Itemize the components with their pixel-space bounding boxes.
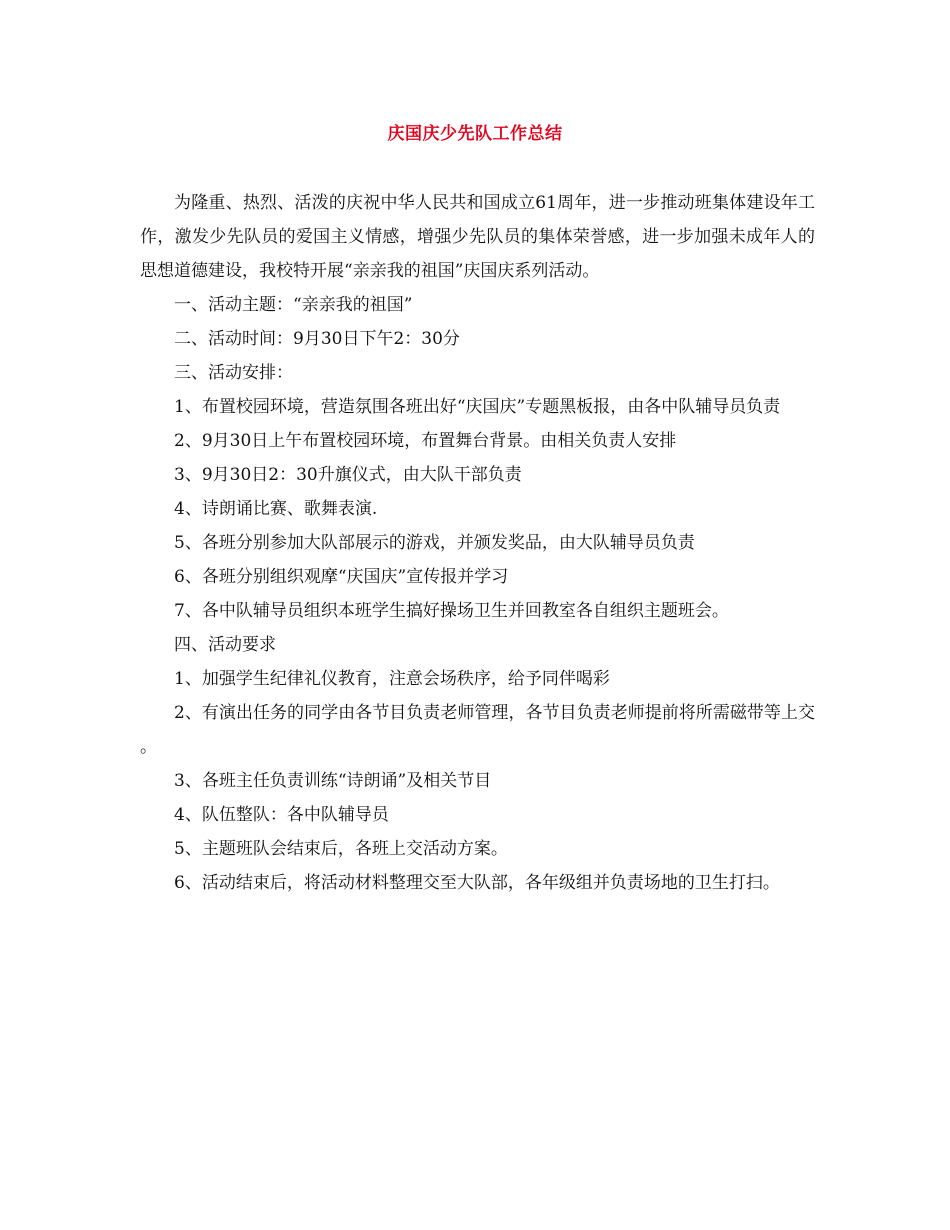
arrangement-item: 6、各班分别组织观摩“庆国庆”宣传报并学习	[174, 567, 509, 587]
document-body	[140, 186, 815, 900]
arrangement-item: 1、布置校园环境，营造氛围各班出好“庆国庆”专题黑板报，由各中队辅导员负责	[174, 397, 781, 417]
arrangement-item: 3、9月30日2：30升旗仪式，由大队干部负责	[174, 465, 522, 485]
requirement-item: 2、有演出任务的同学由各节目负责老师管理，各节目负责老师提前将所需磁带等上交 。	[140, 703, 815, 757]
section-arrangement-heading: 三、活动安排：	[174, 363, 293, 383]
section-time: 二、活动时间：9月30日下午2：30分	[174, 329, 460, 349]
arrangement-item: 5、各班分别参加大队部展示的游戏，并颁发奖品，由大队辅导员负责	[174, 533, 695, 553]
arrangement-item: 7、各中队辅导员组织本班学生搞好操场卫生并回教室各自组织主题班会。	[174, 601, 729, 621]
requirement-item: 5、主题班队会结束后，各班上交活动方案。	[174, 839, 508, 859]
requirement-item: 4、队伍整队：各中队辅导员	[174, 805, 389, 825]
intro-paragraph: 为隆重、热烈、活泼的庆祝中华人民共和国成立61周年，进一步推动班集体建设年工作，激发少先队员的爱国主义情感，增强少先队员的集体荣誉感，进一步加强未成年人的思想道德建设，我校特开展“亲亲我的祖国”庆国庆系列活动。	[140, 193, 815, 281]
section-requirements-heading: 四、活动要求	[174, 635, 276, 655]
arrangement-item: 4、诗朗诵比赛、歌舞表演.	[174, 499, 378, 519]
arrangement-item: 2、9月30日上午布置校园环境，布置舞台背景。由相关负责人安排	[174, 431, 677, 451]
requirement-item: 1、加强学生纪律礼仪教育，注意会场秩序，给予同伴喝彩	[174, 669, 610, 689]
document-title: 庆国庆少先队工作总结	[387, 124, 563, 144]
requirement-item: 6、活动结束后，将活动材料整理交至大队部，各年级组并负责场地的卫生打扫。	[174, 873, 780, 893]
requirement-item: 3、各班主任负责训练“诗朗诵”及相关节目	[174, 771, 492, 791]
section-theme: 一、活动主题：“亲亲我的祖国”	[174, 295, 413, 315]
